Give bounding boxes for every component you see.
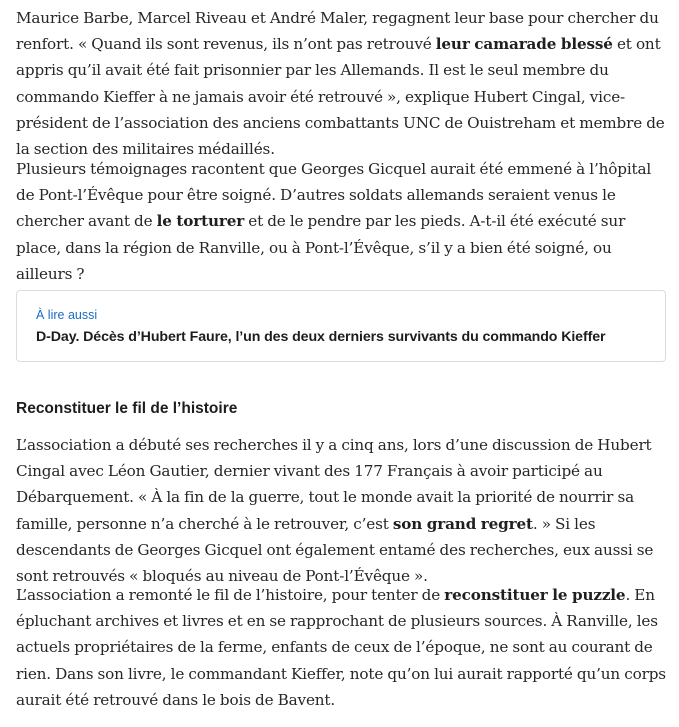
bold-emphasis: reconstituer le puzzle <box>444 586 626 604</box>
bold-emphasis: le torturer <box>156 212 245 231</box>
paragraph-2 <box>16 156 668 287</box>
paragraph-4 <box>16 582 672 713</box>
text-run: Maurice Barbe, Marcel Riveau et André Maler, regagnent leur base pour chercher du renfort. « Quand ils sont revenus, ils n’ont pas retrouvé <box>16 9 659 54</box>
text-run: et de le pendre par les pieds. A-t-il été exécuté sur place, dans la région de Ranville, ou à Pont-l’Évêque, s’il y a bien été soigné, ou ailleurs ? <box>16 212 626 283</box>
text-run: et ont appris qu’il avait été fait prisonnier par les Allemands. Il est le seul membre du commando Kieffer à ne jamais avoir été retrouvé », explique Hubert Cingal, vice-président de l’association des anciens combattants UNC de Ouistreham et membre de la section des militaires médaillés. <box>16 35 665 159</box>
related-kicker: À lire aussi <box>36 308 98 322</box>
text-run: L’association a débuté ses recherches il y a cinq ans, lors d’une discussion de Hubert Cingal avec Léon Gautier, dernier vivant des 177 Français à avoir participé au Débarquement. « À la fin de la guerre, tout le monde avait la priorité de nourrir sa famille, personne n’a cherché à le retrouver, c’est <box>16 436 652 533</box>
bold-emphasis: son grand regret <box>392 514 533 533</box>
text-run: . En épluchant archives et livres et en se rapprochant de plusieurs sources. À Ranville, les actuels propriétaires de la ferme, enfants de ceux de l’époque, ne sont au courant de rien. Dans son livre, le commandant Kieffer, note qu’on lui aurait rapporté qu’un corps aurait été retrouvé dans le bois de Bavent. <box>16 586 666 709</box>
related-article-card[interactable] <box>16 290 666 362</box>
text-run: L’association a remonté le fil de l’histoire, pour tenter de <box>16 586 445 604</box>
related-article-link[interactable]: D-Day. Décès d’Hubert Faure, l’un des deux derniers survivants du commando Kieffer <box>36 329 606 345</box>
section-heading: Reconstituer le fil de l’histoire <box>16 400 238 417</box>
bold-emphasis: leur camarade blessé <box>435 35 613 54</box>
text-run: . » Si les descendants de Georges Gicquel ont également entamé des recherches, eux aussi se sont retrouvés « bloqués au niveau de Pont-l’Évêque ». <box>16 514 654 586</box>
paragraph-3 <box>16 432 668 589</box>
paragraph-1 <box>16 5 668 162</box>
text-run: Plusieurs témoignages racontent que Georges Gicquel aurait été emmené à l’hôpital de Pont-l’Évêque pour être soigné. D’autres soldats allemands seraient venus le chercher avant de <box>16 160 652 231</box>
